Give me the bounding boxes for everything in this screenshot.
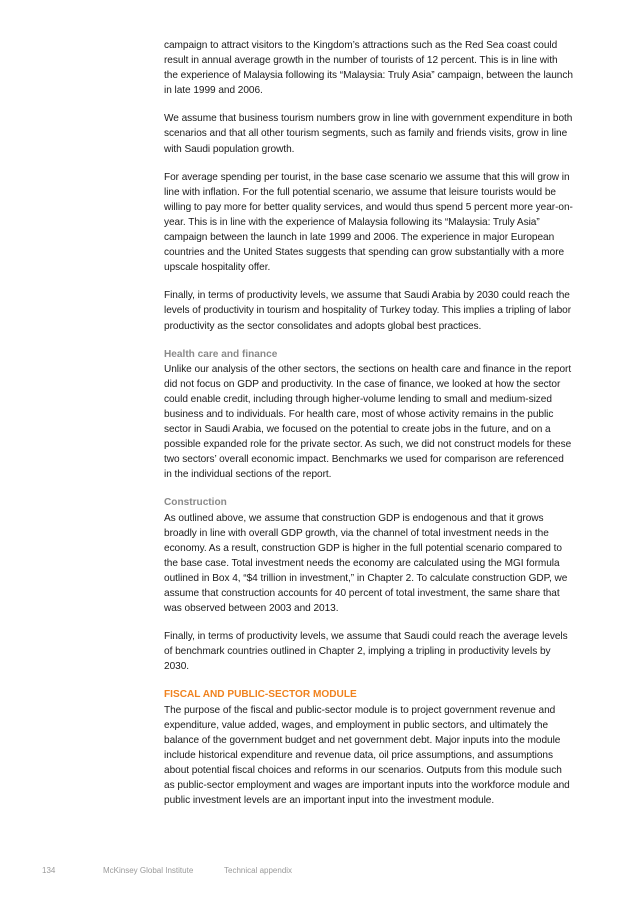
paragraph-spending-per-tourist: For average spending per tourist, in the base case scenario we assume that this will grow in line with inflation. For the full potential scenario, we assume that leisure tourists would be willing to pay more for better quality services, and would thus spend 5 percent more year-on-year. This is in line with the experience of Malaysia following its “Malaysia: Truly Asia” campaign between the launch in late 1999 and 2006. The experience in major European countries and the United States suggests that spending can grow substantially with a more upscale hospitality offer. xyxy=(164,171,573,274)
page-number: 134 xyxy=(42,866,56,875)
footer-section: Technical appendix xyxy=(224,866,293,875)
heading-fiscal-module: FISCAL AND PUBLIC-SECTOR MODULE xyxy=(164,689,357,701)
main-content xyxy=(164,38,574,821)
paragraph-construction-productivity: Finally, in terms of productivity levels, we assume that Saudi could reach the average levels of benchmark countries outlined in Chapter 2, implying a tripling in productivity levels by 2030. xyxy=(164,631,568,673)
paragraph-fiscal-module: The purpose of the fiscal and public-sector module is to project government revenue and expenditure, value added, wages, and employment in public sectors, and ultimately the balance of the government budget and net government debt. Major inputs into the module include historical expenditure and revenue data, oil price assumptions, and assumptions about potential fiscal choices and reforms in our scenarios. Outputs from this module such as public-sector employment and wages are important inputs into the workforce module and public investment levels are an important input into the investment module. xyxy=(164,704,570,807)
heading-construction: Construction xyxy=(164,497,227,509)
paragraph-tourism-productivity: Finally, in terms of productivity levels, we assume that Saudi Arabia by 2030 could reach the levels of productivity in tourism and hospitality of Turkey today. This implies a tripling of labor productivity as the sector consolidates and adopts global best practices. xyxy=(164,290,572,332)
paragraph-health-finance: Unlike our analysis of the other sectors, the sections on health care and finance in the report did not focus on GDP and productivity. In the case of finance, we looked at how the sector could enable credit, including through higher-volume lending to small and medium-sized business and to individuals. For health care, most of whose activity remains in the public sector in Saudi Arabia, we focused on the potential to create jobs in the future, and on a possible expanded role for the private sector. As such, we did not construct models for these two sectors’ overall economic impact. Benchmarks we used for comparison are referenced in the individual sections of the report. xyxy=(164,363,572,481)
paragraph-construction-gdp: As outlined above, we assume that construction GDP is endogenous and that it grows broadly in line with overall GDP growth, via the channel of total investment needs in the economy. As a result, construction GDP is higher in the full potential scenario compared to the base case. Total investment needs the economy are calculated using the MGI formula outlined in Box 4, “$4 trillion in investment,” in Chapter 2. To calculate construction GDP, we assume that construction accounts for 40 percent of total investment, the same share that was observed between 2003 and 2013. xyxy=(164,512,568,615)
paragraph-business-tourism: We assume that business tourism numbers grow in line with government expenditure in both scenarios and that all other tourism segments, such as family and friends visits, grow in line with Saudi population growth. xyxy=(164,113,573,155)
footer-publisher: McKinsey Global Institute xyxy=(103,866,194,875)
heading-health-care-finance: Health care and finance xyxy=(164,348,278,360)
paragraph-tourism-campaign: campaign to attract visitors to the Kingdom’s attractions such as the Red Sea coast could result in annual average growth in the number of tourists of 12 percent. This is in line with the experience of Malaysia following its “Malaysia: Truly Asia” campaign, between the launch in late 1999 and 2006. xyxy=(164,40,573,97)
